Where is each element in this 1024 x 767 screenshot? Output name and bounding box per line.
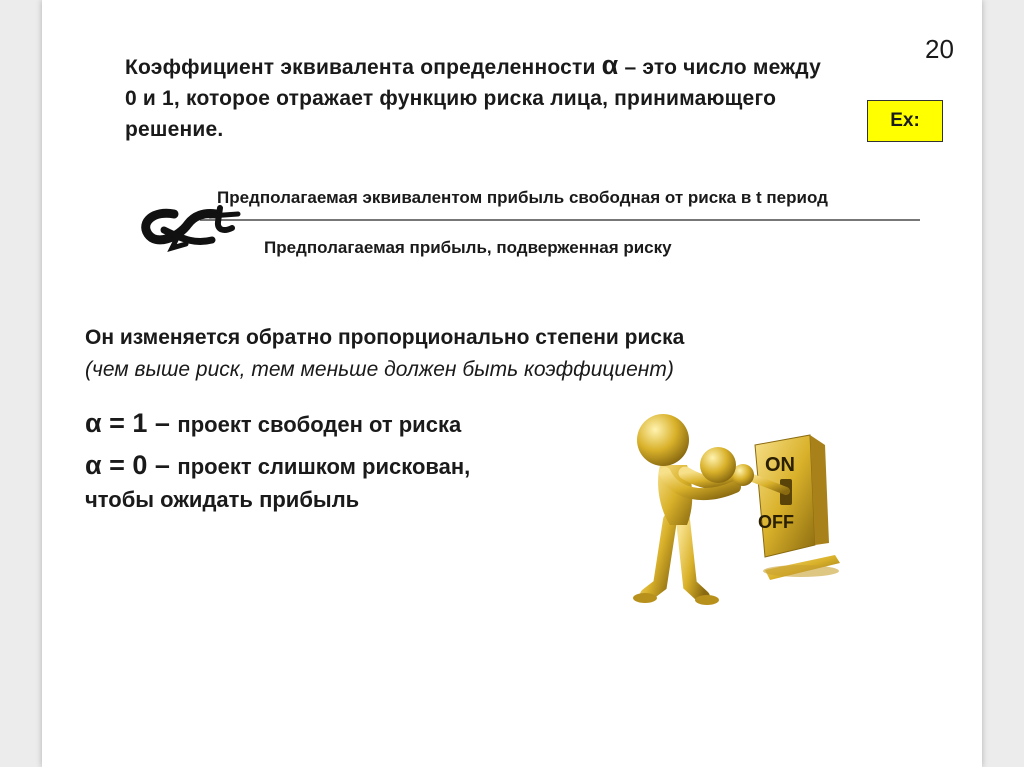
example-badge (867, 100, 943, 142)
case-expression: α = 0 (85, 450, 148, 480)
case-dash: – (147, 450, 178, 480)
slide-number: 20 (925, 34, 954, 64)
switch-on-label: ON (765, 454, 795, 476)
golden-figure-switch-icon (615, 405, 855, 620)
switch-off-label: OFF (758, 512, 794, 532)
formula-numerator: Предполагаемая эквивалентом прибыль свободная от риска в t период (217, 188, 828, 207)
inverse-note: (чем выше риск, тем меньше должен быть коэффициент) (85, 358, 674, 381)
case-continuation: чтобы ожидать прибыль (85, 487, 360, 512)
formula-denominator: Предполагаемая прибыль, подверженная риску (264, 238, 672, 257)
case-risk-free (85, 408, 461, 439)
case-too-risky (85, 450, 470, 481)
case-text: проект свободен от риска (177, 412, 462, 437)
alpha-symbol-text: α (601, 50, 619, 80)
inverse-statement: Он изменяется обратно пропорционально степени риска (85, 326, 685, 349)
definition-part-2: – это число между 0 и 1, которое отражает функцию риска лица, принимающего решение. (125, 56, 821, 141)
definition-text (125, 50, 825, 145)
case-text: проект слишком рискован, (177, 454, 471, 479)
example-label: Ex: (890, 110, 920, 131)
case-expression: α = 1 (85, 408, 148, 438)
case-dash: – (147, 408, 178, 438)
fraction-line (200, 219, 920, 221)
alpha-t-symbol-icon (134, 200, 264, 252)
definition-part-1: Коэффициент эквивалента определенности (125, 56, 602, 79)
